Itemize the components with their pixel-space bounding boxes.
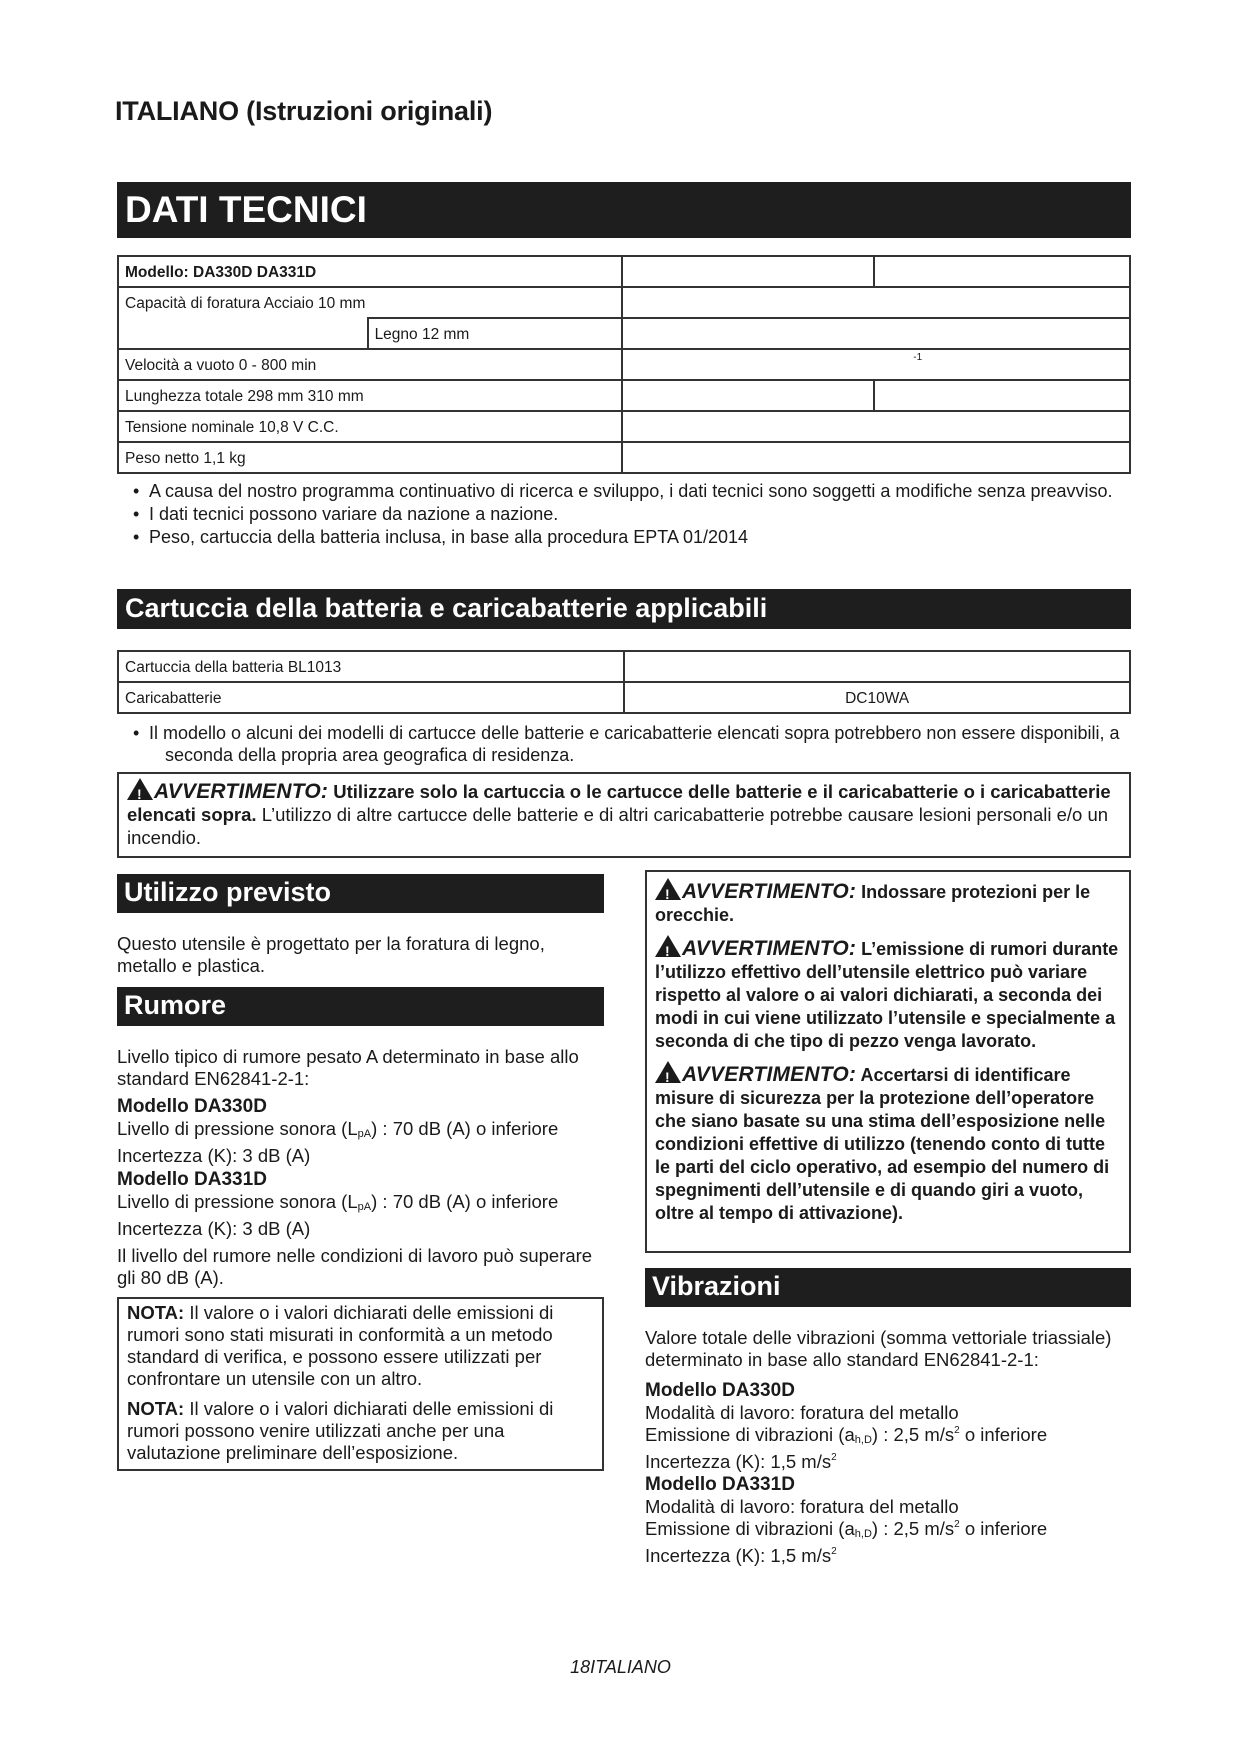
warning-text: L’utilizzo di altre cartucce delle batterie e di altri caricabatterie potrebbe causare lesioni personali e/o un incendio.	[127, 804, 1109, 848]
warning-item: !AVVERTIMENTO: Indossare protezioni per le orecchie.	[655, 878, 1123, 927]
vibration-mode: Modalità di lavoro: foratura del metallo	[645, 1402, 959, 1423]
warning-label: AVVERTIMENTO:	[154, 780, 329, 803]
noise-note: NOTA: Il valore o i valori dichiarati delle emissioni di rumori sono stati misurati in conformità a un metodo standard di verifica, e possono essere utilizzati per confrontare un utensile con un altro.	[127, 1302, 554, 1389]
specs-table	[117, 255, 1131, 474]
model-name: Modello DA331D	[117, 1169, 267, 1190]
warning-icon	[655, 1061, 681, 1083]
list-item: • Il modello o alcuni dei modelli di cartucce delle batterie e caricabatterie elencati sopra potrebbero non essere disponibili, a seconda della propria area geografica di residenza.	[117, 722, 1131, 766]
spec-voltage: Tensione nominale 10,8 V C.C.	[118, 411, 622, 442]
warning-bold-text: Utilizzare solo la cartuccia o le cartucce delle batterie e il caricabatterie o i caricabatterie elencati sopra.	[127, 781, 1111, 825]
table-row	[118, 256, 1130, 287]
specs-notes	[117, 480, 1131, 549]
spec-cell-empty	[622, 380, 873, 411]
list-item: • I dati tecnici possono variare da nazione a nazione.	[117, 503, 1131, 525]
intended-use-text: Questo utensile è progettato per la foratura di legno, metallo e plastica.	[117, 933, 545, 976]
warning-icon	[655, 878, 681, 900]
spec-cell-empty	[622, 442, 1130, 473]
noise-note: NOTA: Il valore o i valori dichiarati delle emissioni di rumori possono venire utilizzati anche per una valutazione preliminare dell’esposizione.	[127, 1398, 554, 1463]
list-item: • Peso, cartuccia della batteria inclusa, in base alla procedura EPTA 01/2014	[117, 526, 1131, 548]
model-name: Modello DA330D	[645, 1380, 795, 1401]
noise-model-2	[117, 1169, 604, 1240]
warning-icon	[655, 935, 681, 957]
battery-charger-value: DC10WA	[624, 682, 1130, 713]
spec-cell-empty	[874, 256, 1130, 287]
spec-cell-empty	[622, 411, 1130, 442]
table-row	[118, 411, 1130, 442]
spec-cell-empty	[622, 287, 1130, 318]
spec-weight: Peso netto 1,1 kg	[118, 442, 622, 473]
vibration-uncertainty: Incertezza (K): 1,5 $m/s^2$	[645, 1545, 837, 1566]
table-row	[118, 287, 1130, 318]
spec-capacity: Capacità di foratura Acciaio 10 mm	[118, 287, 622, 318]
vibration-model-1	[645, 1380, 1131, 1473]
spec-capacity-wood: Legno 12 mm	[368, 318, 623, 349]
table-row	[118, 349, 1130, 380]
noise-model-1	[117, 1096, 604, 1167]
vibration-emission: Emissione di vibrazioni $(a_{h,D})$ : 2,5 $m/s^2$ o inferiore	[645, 1518, 1048, 1540]
vibration-uncertainty: Incertezza (K): 1,5 $m/s^2$	[645, 1451, 837, 1472]
table-row	[118, 380, 1130, 411]
table-row	[118, 682, 1130, 713]
spec-cell-empty	[118, 318, 368, 349]
list-item: • A causa del nostro programma continuativo di ricerca e sviluppo, i dati tecnici sono soggetti a modifiche senza preavviso.	[117, 480, 1131, 502]
noise-notes-box	[117, 1297, 604, 1471]
vibration-emission: Emissione di vibrazioni $(a_{h,D})$ : 2,5 $m/s^2$ o inferiore	[645, 1424, 1048, 1446]
battery-notes	[117, 722, 1131, 767]
battery-cartridge: Cartuccia della batteria BL1013	[118, 651, 624, 682]
vibration-title: Vibrazioni	[645, 1268, 1131, 1307]
vibration-model-2	[645, 1474, 1131, 1567]
noise-warnings-box	[645, 870, 1131, 1253]
spec-cell-empty	[622, 256, 873, 287]
intended-use-title: Utilizzo previsto	[117, 874, 604, 913]
spec-length: Lunghezza totale 298 mm 310 mm	[118, 380, 622, 411]
battery-title: Cartuccia della batteria e caricabatterie applicabili	[117, 589, 1131, 629]
noise-pressure: Livello di pressione sonora $(L_{pA})$ : 70 dB (A) o inferiore	[117, 1118, 559, 1140]
spec-cell-empty	[622, 318, 1130, 349]
table-row	[118, 318, 1130, 349]
spec-speed: Velocità a vuoto 0 - 800 min	[118, 349, 622, 380]
table-row	[118, 442, 1130, 473]
model-name: Modello DA330D	[117, 1096, 267, 1117]
noise-pressure: Livello di pressione sonora $(L_{pA})$ : 70 dB (A) o inferiore	[117, 1191, 559, 1213]
battery-table	[117, 650, 1131, 714]
page-header: ITALIANO (Istruzioni originali)	[115, 96, 493, 126]
warning-item: !AVVERTIMENTO: L’emissione di rumori durante l’utilizzo effettivo dell’utensile elettrico può variare rispetto al valore o ai valori dichiarati, a seconda dei modi in cui viene utilizzato l’utensile e specialmente a seconda di che tipo di pezzo venga lavorato.	[655, 935, 1123, 1053]
page-footer: 18ITALIANO	[570, 1657, 671, 1677]
warning-item: !AVVERTIMENTO: Accertarsi di identificare misure di sicurezza per la protezione dell’operatore che siano basate su una stima dell’esposizione nelle condizioni effettive di utilizzo (tenendo conto di tutte le parti del ciclo operativo, ad esempio del numero di spegnimenti dell’utensile e di quando giri a vuoto, oltre al tempo di attivazione).	[655, 1061, 1123, 1225]
model-name: Modello DA331D	[645, 1474, 795, 1495]
table-row	[118, 651, 1130, 682]
noise-title: Rumore	[117, 987, 604, 1026]
vibration-intro: Valore totale delle vibrazioni (somma vettoriale triassiale) determinato in base allo standard EN62841-2-1:	[645, 1327, 1112, 1370]
spec-speed-sup: -1	[913, 352, 923, 363]
noise-intro: Livello tipico di rumore pesato A determinato in base allo standard EN62841-2-1:	[117, 1046, 579, 1089]
spec-speed-unit	[622, 349, 1130, 380]
noise-exceed: Il livello del rumore nelle condizioni di lavoro può superare gli 80 dB (A).	[117, 1245, 593, 1288]
noise-uncertainty: Incertezza (K): 3 dB (A)	[117, 1218, 311, 1239]
specs-title: DATI TECNICI	[117, 182, 1131, 238]
spec-cell-empty	[874, 380, 1130, 411]
noise-uncertainty: Incertezza (K): 3 dB (A)	[117, 1145, 311, 1166]
battery-charger-label: Caricabatterie	[118, 682, 624, 713]
warning-icon	[127, 778, 153, 800]
battery-warning	[117, 772, 1131, 858]
spec-model: Modello: DA330D DA331D	[118, 256, 622, 287]
spec-cell-empty	[624, 651, 1130, 682]
vibration-mode: Modalità di lavoro: foratura del metallo	[645, 1496, 959, 1517]
